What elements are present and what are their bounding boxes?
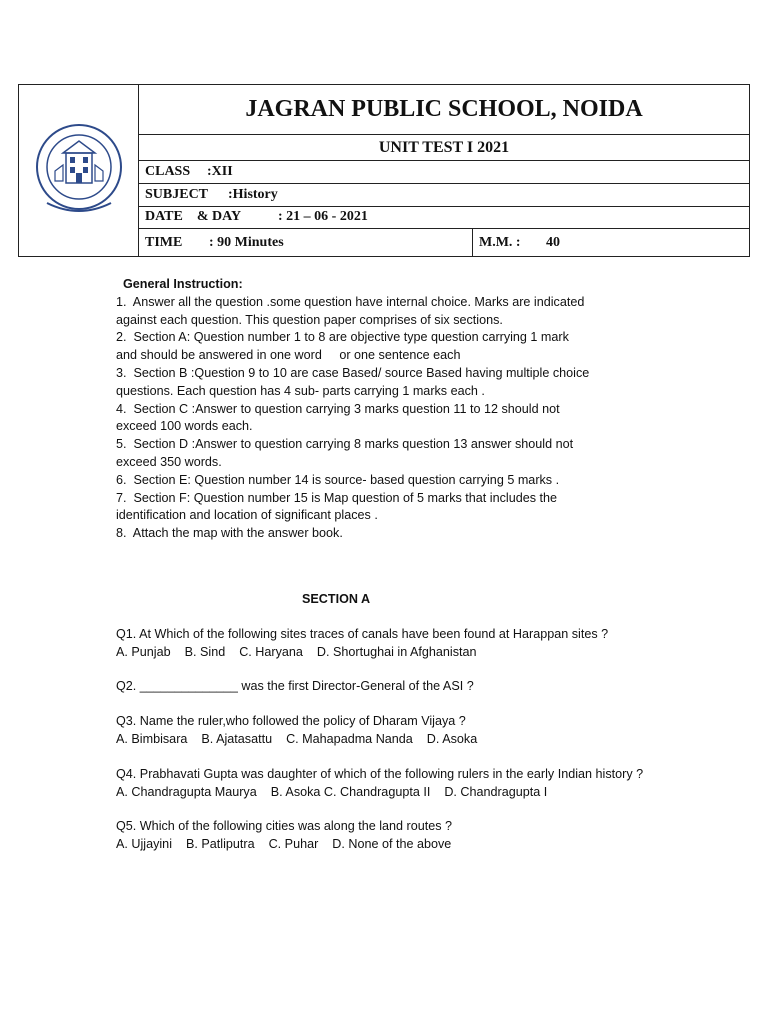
instruction-line: 6. Section E: Question number 14 is source- based question carrying 5 marks .	[116, 472, 560, 487]
question-text: Q3. Name the ruler,who followed the policy of Dharam Vijaya ?	[116, 714, 466, 729]
class-label: CLASS	[145, 163, 191, 179]
question-5	[116, 818, 656, 854]
instruction-line: against each question. This question paper comprises of six sections.	[116, 312, 503, 327]
class-row	[139, 161, 749, 184]
instruction-line: questions. Each question has 4 sub- parts carrying 1 marks each .	[116, 383, 485, 398]
instruction-line: identification and location of significant places .	[116, 508, 378, 523]
question-text: Q5. Which of the following cities was along the land routes ?	[116, 819, 453, 834]
question-2	[116, 678, 656, 696]
instruction-line: and should be answered in one word or one sentence each	[116, 348, 461, 363]
question-text: Q1. At Which of the following sites traces of canals have been found at Harappan sites ?	[116, 626, 609, 641]
instructions-list	[116, 294, 656, 543]
class-value: :XII	[207, 163, 233, 179]
instructions-heading: General Instruction:	[123, 277, 243, 291]
date-value: : 21 – 06 - 2021	[278, 209, 368, 225]
instruction-line: 3. Section B :Question 9 to 10 are case Based/ source Based having multiple choice	[116, 365, 590, 380]
logo-cell	[19, 85, 139, 256]
instruction-line: exceed 350 words.	[116, 454, 222, 469]
question-text: Q4. Prabhavati Gupta was daughter of which of the following rulers in the early Indian history ?	[116, 766, 644, 781]
instruction-line: exceed 100 words each.	[116, 419, 253, 434]
question-4	[116, 766, 656, 802]
marks-label: M.M. :	[479, 234, 521, 250]
school-name: JAGRAN PUBLIC SCHOOL, NOIDA	[139, 85, 749, 135]
question-text: Q2. ______________ was the first Director-General of the ASI ?	[116, 679, 474, 694]
time-cell	[139, 229, 473, 256]
marks-cell	[473, 235, 749, 251]
time-row	[139, 229, 749, 256]
section-a-heading: SECTION A	[302, 591, 371, 606]
school-logo-icon	[33, 123, 125, 219]
time-label: TIME	[145, 234, 183, 250]
info-cell	[139, 85, 749, 256]
date-row	[139, 207, 749, 230]
subject-value: :History	[228, 186, 278, 202]
instruction-line: 7. Section F: Question number 15 is Map question of 5 marks that includes the	[116, 490, 558, 505]
subject-row	[139, 184, 749, 207]
time-value: : 90 Minutes	[209, 234, 284, 250]
instruction-line: 4. Section C :Answer to question carrying 3 marks question 11 to 12 should not	[116, 401, 560, 416]
marks-value: 40	[546, 234, 560, 250]
question-options: A. Ujjayini B. Patliputra C. Puhar D. None of the above	[116, 837, 452, 852]
test-title: UNIT TEST I 2021	[139, 135, 749, 161]
question-options: A. Chandragupta Maurya B. Asoka C. Chandragupta II D. Chandragupta I	[116, 784, 548, 799]
paper-content	[116, 276, 656, 871]
instruction-line: 5. Section D :Answer to question carrying 8 marks question 13 answer should not	[116, 437, 574, 452]
instruction-line: 1. Answer all the question .some question have internal choice. Marks are indicated	[116, 294, 585, 309]
question-options: A. Punjab B. Sind C. Haryana D. Shortughai in Afghanistan	[116, 644, 477, 659]
subject-label: SUBJECT	[145, 186, 209, 202]
question-options: A. Bimbisara B. Ajatasattu C. Mahapadma Nanda D. Asoka	[116, 731, 478, 746]
instruction-line: 2. Section A: Question number 1 to 8 are objective type question carrying 1 mark	[116, 330, 569, 345]
instruction-line: 8. Attach the map with the answer book.	[116, 526, 343, 541]
header-table	[18, 84, 750, 257]
date-label: DATE & DAY	[145, 209, 242, 225]
question-1	[116, 626, 656, 662]
question-3	[116, 713, 656, 749]
